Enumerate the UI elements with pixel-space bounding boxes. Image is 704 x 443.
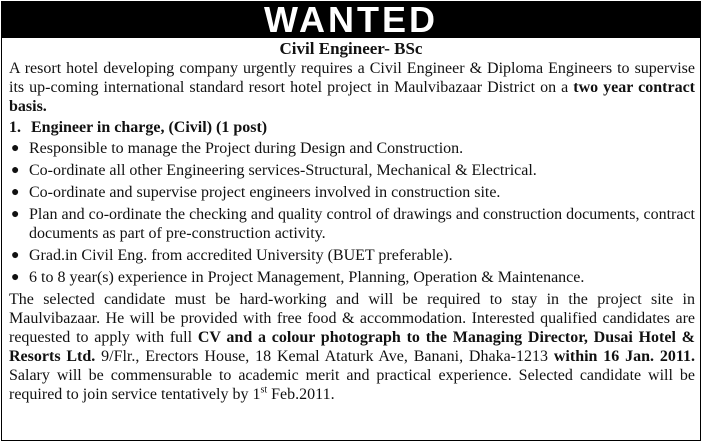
application-deadline: within 16 Jan. 2011. xyxy=(553,348,695,365)
wanted-banner: WANTED xyxy=(2,2,700,38)
position-number: 1. xyxy=(9,119,21,136)
bullet-icon: ● xyxy=(11,163,20,178)
list-item xyxy=(9,139,695,158)
duties-list xyxy=(9,139,695,287)
closing-paragraph xyxy=(9,290,695,404)
position-heading xyxy=(9,118,695,137)
list-item xyxy=(9,205,695,243)
job-title: Civil Engineer- BSc xyxy=(279,39,423,58)
duty-text: Co-ordinate and supervise project engineers involved in construction site. xyxy=(29,184,501,201)
list-item xyxy=(9,268,695,287)
closing-text-3: Salary will be commensurable to academic merit and practical experience. Selected candidate will be required to join service tentatively by 1 xyxy=(9,367,695,403)
bullet-icon: ● xyxy=(11,270,20,285)
duty-text: Responsible to manage the Project during Design and Construction. xyxy=(29,140,464,157)
position-title: Engineer in charge, (Civil) (1 post) xyxy=(31,119,268,136)
list-item xyxy=(9,183,695,202)
bullet-icon: ● xyxy=(11,248,20,263)
duty-text: Grad.in Civil Eng. from accredited University (BUET preferable). xyxy=(29,247,453,264)
application-contact: CV and a colour photograph to the Managing Director, Dusai Hotel & Resorts Ltd. xyxy=(9,329,695,365)
intro-paragraph xyxy=(9,59,695,116)
duty-text: Co-ordinate all other Engineering services-Structural, Mechanical & Electrical. xyxy=(29,162,537,179)
closing-text-4: Feb.2011. xyxy=(267,386,335,403)
bullet-icon: ● xyxy=(11,185,20,200)
bullet-icon: ● xyxy=(11,207,20,222)
closing-address: 9/Flr., Erectors House, 18 Kemal Ataturk Ave, Banani, Dhaka-1213 xyxy=(95,348,554,365)
bullet-icon: ● xyxy=(11,141,20,156)
list-item xyxy=(9,161,695,180)
duty-text: 6 to 8 year(s) experience in Project Management, Planning, Operation & Maintenance. xyxy=(29,269,585,286)
list-item xyxy=(9,246,695,265)
intro-text: A resort hotel developing company urgently requires a Civil Engineer & Diploma Engineers to supervise its up-coming international standard resort hotel project in Maulvibazaar District on a xyxy=(9,60,695,96)
date-suffix: st xyxy=(260,384,268,396)
contract-basis: two year contract basis. xyxy=(9,79,695,115)
ad-body xyxy=(9,59,695,404)
duty-text: Plan and co-ordinate the checking and quality control of drawings and construction documents, contract documents as part of pre-construction activity. xyxy=(29,206,695,242)
closing-text-1: The selected candidate must be hard-working and will be required to stay in the project site in Maulvibazaar. He will be provided with free food & accommodation. Interested qualified candidates are requested to apply with full xyxy=(9,291,695,346)
advertisement xyxy=(1,1,701,441)
